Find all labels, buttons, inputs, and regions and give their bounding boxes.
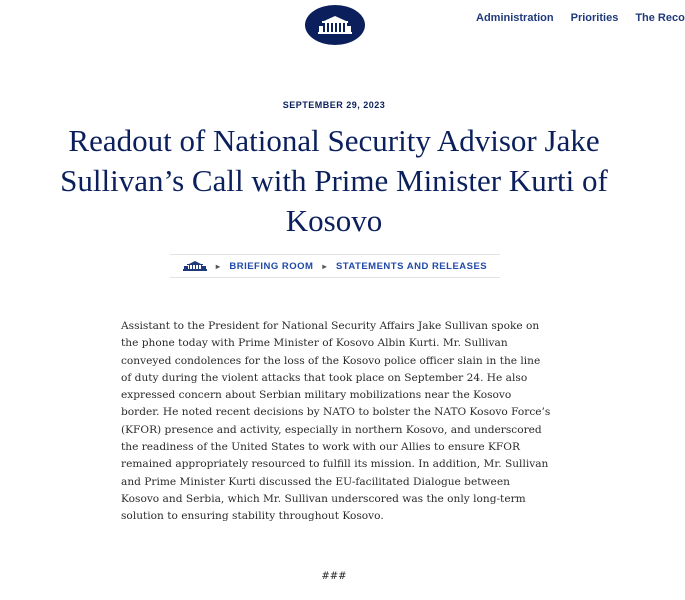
article-body: Assistant to the President for National Security Affairs Jake Sullivan spoke on the phone today with Prime Minister of Kosovo Albin Kurti. Mr. Sullivan conveyed condolences for the loss of the Kosovo police officer slain in the line of duty during the violent attacks that took place on September 24. He also expressed concern about Serbian military mobilizations near the Kosovo border. He noted recent decisions by NATO to bolster the NATO Kosovo Force’s (KFOR) presence and activity, especially in northern Kosovo, and underscored the readiness of the United States to work with our Allies to ensure KFOR remained appropriately resourced to fulfill its mission. In addition, Mr. Sullivan and Prime Minister Kurti discussed the EU-facilitated Dialogue between Kosovo and Serbia, which Mr. Sullivan underscored was the only long-term solution to ensuring stability throughout Kosovo. — [121, 320, 551, 523]
page-title: Readout of National Security Advisor Jake Sullivan’s Call with Prime Minister Kurti of Kosovo — [60, 123, 608, 238]
white-house-logo[interactable] — [305, 5, 365, 45]
article-date: SEPTEMBER 29, 2023 — [282, 100, 386, 110]
nav-priorities[interactable]: Priorities — [570, 12, 619, 24]
nav-administration[interactable]: Administration — [476, 12, 554, 24]
nav-the-record[interactable]: The Reco — [635, 12, 685, 24]
caret-right-icon: ▸ — [215, 261, 221, 271]
breadcrumb — [170, 254, 500, 278]
breadcrumb-briefing-room[interactable]: BRIEFING ROOM — [229, 260, 314, 272]
breadcrumb-statements-and-releases[interactable]: STATEMENTS AND RELEASES — [335, 260, 488, 272]
white-house-icon[interactable] — [183, 261, 207, 271]
caret-right-icon: ▸ — [322, 261, 327, 271]
top-navigation — [476, 12, 685, 24]
end-mark: ### — [321, 571, 347, 582]
